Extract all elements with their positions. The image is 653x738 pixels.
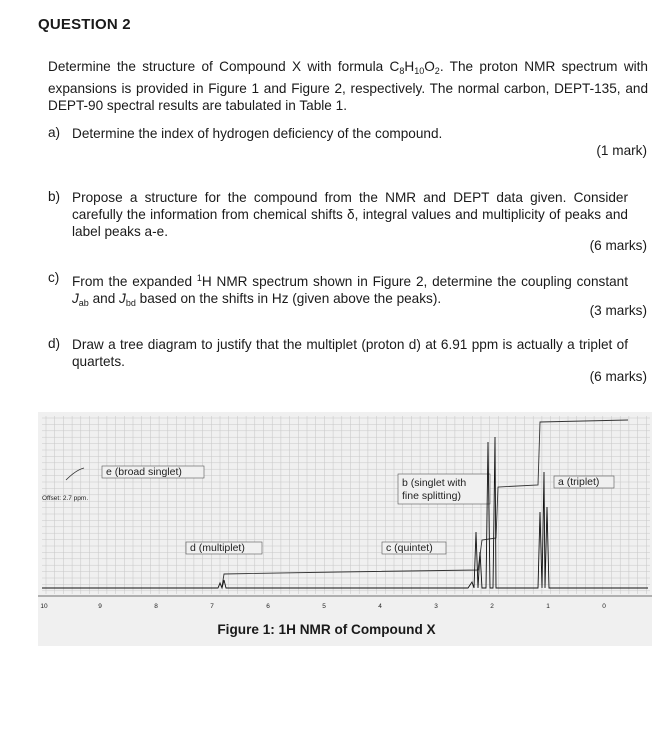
x-tick-label: 10	[40, 603, 48, 610]
spectrum-grid	[42, 416, 650, 594]
x-tick-label: 7	[210, 603, 214, 610]
x-axis-ticks	[40, 603, 606, 610]
x-tick-label: 9	[98, 603, 102, 610]
peak-d-label: d (multiplet)	[190, 542, 245, 554]
question-intro: Determine the structure of Compound X with formula $C_8H_{10}O_2$. The proton NMR spectrum with expansions is provided in Figure 1 and Figure 2, respectively. The normal carbon, DEPT-135, and DEPT-90 spectral results are tabulated in Table 1.	[48, 59, 648, 113]
question-d-letter: d)	[48, 336, 61, 351]
question-heading: QUESTION 2	[38, 16, 131, 33]
x-tick-label: 5	[322, 603, 326, 610]
peak-b-label-line2: fine splitting)	[402, 490, 461, 502]
question-b-marks: (6 marks)	[589, 238, 647, 253]
x-tick-label: 8	[154, 603, 158, 610]
x-tick-label: 3	[434, 603, 438, 610]
question-c-letter: c)	[48, 270, 60, 285]
peak-e-label: e (broad singlet)	[106, 466, 182, 478]
integral-curve-e	[66, 468, 84, 480]
nmr-spectrum-figure	[38, 412, 652, 646]
question-c-marks: (3 marks)	[589, 303, 647, 318]
question-a-text: Determine the index of hydrogen deficiency of the compound.	[72, 126, 443, 141]
peak-a-label: a (triplet)	[558, 476, 600, 488]
question-b-letter: b)	[48, 189, 61, 204]
x-tick-label: 6	[266, 603, 270, 610]
peak-c-label: c (quintet)	[386, 542, 433, 554]
x-tick-label: 1	[546, 603, 550, 610]
figure-caption: Figure 1: 1H NMR of Compound X	[217, 622, 436, 637]
x-tick-label: 2	[490, 603, 494, 610]
question-c-text: From the expanded $^1$H NMR spectrum shown in Figure 2, determine the coupling constant $J_{ab}$ and $J_{bd}$ based on the shifts in Hz (given above the peaks).	[72, 273, 628, 308]
x-tick-label: 4	[378, 603, 382, 610]
offset-label: Offset: 2.7 ppm.	[42, 495, 89, 502]
nmr-spectrum-svg	[38, 412, 652, 646]
question-a-marks: (1 mark)	[596, 143, 647, 158]
question-d-text: Draw a tree diagram to justify that the multiplet (proton d) at 6.91 ppm is actually a triplet of quartets.	[72, 337, 628, 369]
question-a-letter: a)	[48, 125, 61, 140]
question-b-text: Propose a structure for the compound from the NMR and DEPT data given. Consider carefully the information from chemical shifts δ, integral values and multiplicity of peaks and label peaks a-e.	[72, 190, 628, 239]
peak-b-label-line1: b (singlet with	[402, 477, 467, 489]
question-d-marks: (6 marks)	[589, 369, 647, 384]
x-tick-label: 0	[602, 603, 606, 610]
